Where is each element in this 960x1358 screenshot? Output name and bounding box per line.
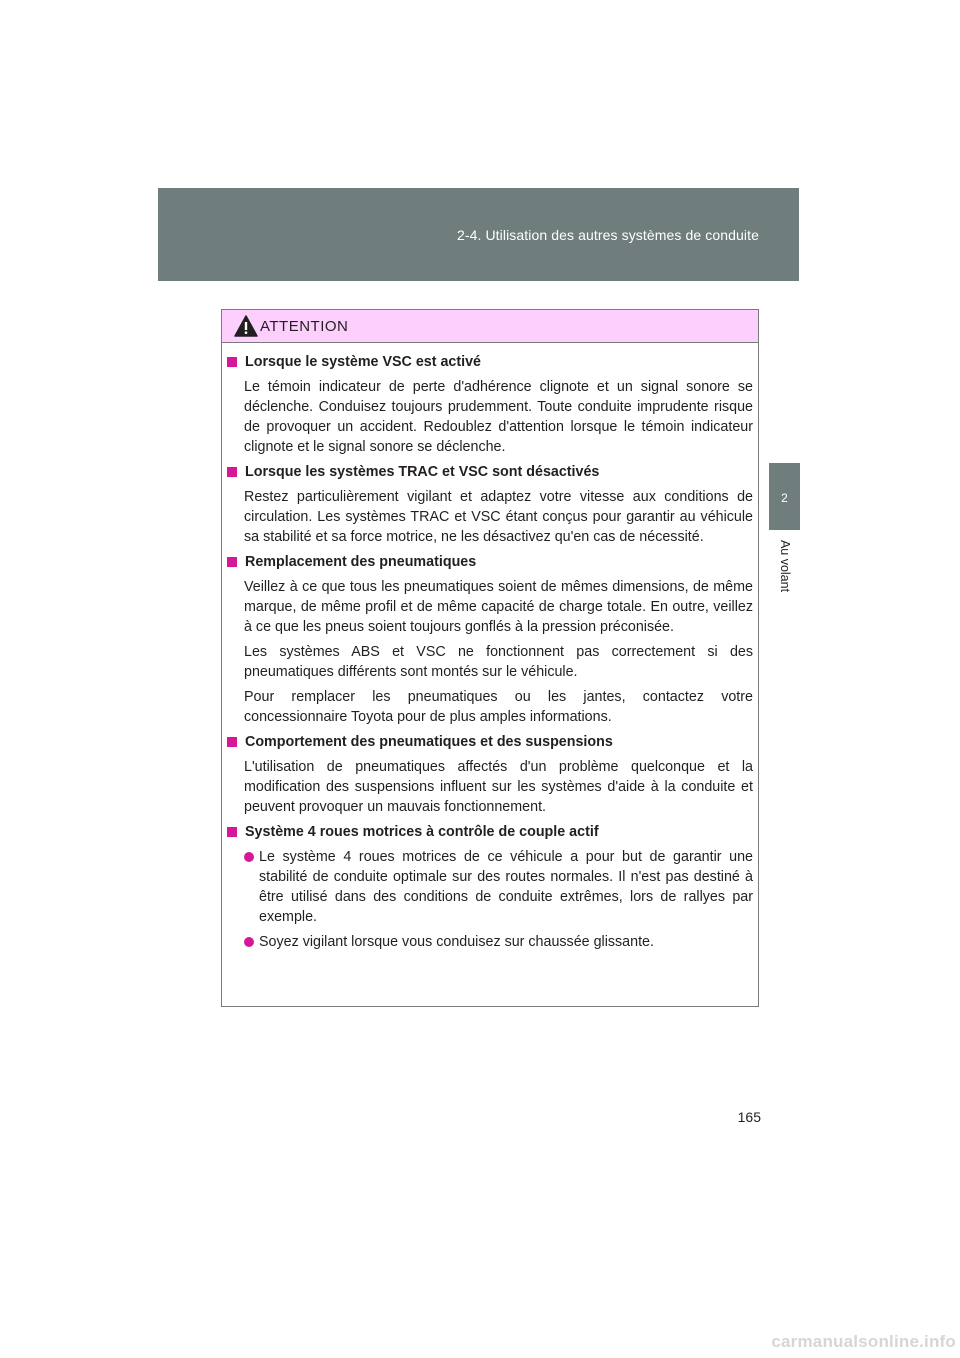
chapter-side-label-text: Au volant [778, 539, 792, 593]
section-title-text: Comportement des pneumatiques et des suspensions [245, 734, 613, 750]
section-paragraph: Les systèmes ABS et VSC ne fonctionnent pas correctement si des pneumatiques différents sont montés sur le véhicule. [244, 644, 753, 680]
square-bullet-icon [227, 827, 237, 837]
section-title-text: Lorsque les systèmes TRAC et VSC sont désactivés [245, 464, 600, 480]
square-bullet-icon [227, 737, 237, 747]
dot-bullet-icon [244, 852, 254, 862]
caution-section [227, 732, 753, 817]
chapter-title: 2-4. Utilisation des autres systèmes de conduite [456, 227, 759, 243]
caution-box [221, 309, 759, 1007]
caution-section [227, 822, 753, 952]
watermark: carmanualsonline.info [771, 1332, 956, 1351]
section-title [227, 552, 753, 572]
caution-label: ATTENTION [260, 318, 349, 335]
section-paragraph: Pour remplacer les pneumatiques ou les jantes, contactez votre concessionnaire Toyota pour de plus amples informations. [244, 689, 753, 725]
section-title [227, 732, 753, 752]
caution-body [222, 343, 758, 952]
bullet-text: Le système 4 roues motrices de ce véhicule a pour but de garantir une stabilité de conduite optimale sur des routes normales. Il n'est pas destiné à être utilisé dans des conditions de conduite extrêmes, lors de rallyes par exemple. [259, 849, 753, 925]
section-title [227, 352, 753, 372]
section-paragraph: Restez particulièrement vigilant et adaptez votre vitesse aux conditions de circulation. Les systèmes TRAC et VSC étant conçus pour garantir au véhicule sa stabilité et sa force motrice, ne les désactivez qu'en cas de nécessité. [244, 489, 753, 545]
chapter-number: 2 [781, 491, 788, 505]
caution-section [227, 552, 753, 727]
chapter-tab [769, 463, 800, 530]
caution-section [227, 462, 753, 547]
caution-section [227, 352, 753, 457]
header-band [158, 188, 799, 281]
square-bullet-icon [227, 557, 237, 567]
section-title-text: Lorsque le système VSC est activé [245, 354, 482, 370]
page-number: 165 [737, 1109, 761, 1125]
bullet-item [244, 847, 753, 927]
section-paragraph: Le témoin indicateur de perte d'adhérence clignote et un signal sonore se déclenche. Conduisez toujours prudemment. Toute conduite imprudente risque de provoquer un accident. Redoublez d'attention lorsque le témoin indicateur clignote et le signal sonore se déclenche. [244, 379, 753, 455]
section-paragraph: L'utilisation de pneumatiques affectés d'un problème quelconque et la modification des suspensions influent sur les systèmes d'aide à la conduite et peuvent provoquer un mauvais fonctionnement. [244, 759, 753, 815]
bullet-text: Soyez vigilant lorsque vous conduisez sur chaussée glissante. [259, 934, 654, 950]
caution-header [222, 310, 758, 343]
square-bullet-icon [227, 357, 237, 367]
dot-bullet-icon [244, 937, 254, 947]
section-title-text: Remplacement des pneumatiques [245, 554, 477, 570]
square-bullet-icon [227, 467, 237, 477]
section-title-text: Système 4 roues motrices à contrôle de couple actif [245, 824, 599, 840]
section-paragraph: Veillez à ce que tous les pneumatiques soient de mêmes dimensions, de même marque, de même profil et de même capacité de charge totale. En outre, veillez à ce que les pneus soient toujours gonflés à la pression préconisée. [244, 579, 753, 635]
section-title [227, 462, 753, 482]
section-title [227, 822, 753, 842]
bullet-item [244, 932, 753, 952]
warning-triangle-icon [234, 315, 258, 337]
